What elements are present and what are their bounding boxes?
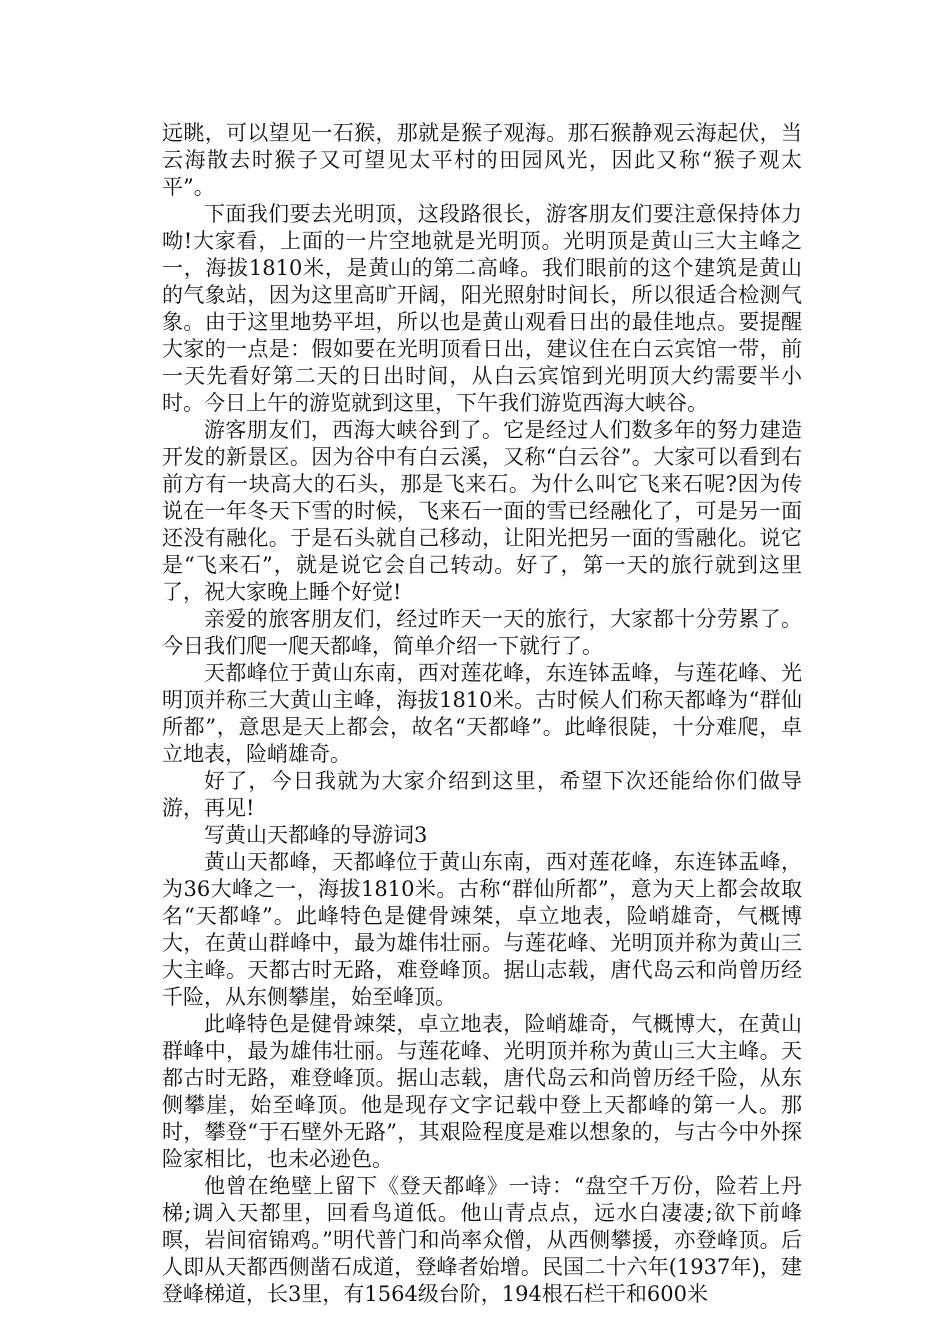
paragraph-tiandu-features: 此峰特色是健骨竦桀，卓立地表，险峭雄奇，气概博大，在黄山群峰中，最为雄伟壮丽。与莲花峰、光明顶并称为黄山三大主峰。天都古时无路，难登峰顶。据山志载，唐代岛云和尚曾历经千险，从东侧攀崖，始至峰顶。他是现存文字记载中登上天都峰的第一人。那时，攀登“于石壁外无路”，其艰险程度是难以想象的，与古今中外探险家相比，也未必逊色。 (162, 1012, 802, 1171)
paragraph-farewell: 好了，今日我就为大家介绍到这里，希望下次还能给你们做导游，再见! (162, 769, 802, 820)
section-heading: 写黄山天都峰的导游词3 (204, 823, 428, 847)
paragraph-tiandu-peak-intro: 天都峰位于黄山东南，西对莲花峰，东连钵盂峰，与莲花峰、光明顶并称三大黄山主峰，海拔1810米。古时候人们称天都峰为“群仙所都”，意思是天上都会，故名“天都峰”。此峰很陡，十分难爬，卓立地表，险峭雄奇。 (162, 661, 802, 766)
paragraph-guangming-peak: 下面我们要去光明顶，这段路很长，游客朋友们要注意保持体力呦!大家看，上面的一片空地就是光明顶。光明顶是黄山三大主峰之一，海拔1810米，是黄山的第二高峰。我们眼前的这个建筑是黄山的气象站，因为这里高旷开阔，阳光照射时间长，所以很适合检测气象。由于这里地势平坦，所以也是黄山观看日出的最佳地点。要提醒大家的一点是：假如要在光明顶看日出，建议住在白云宾馆一带，前一天先看好第二天的日出时间，从白云宾馆到光明顶大约需要半小时。今日上午的游览就到这里，下午我们游览西海大峡谷。 (162, 202, 802, 415)
paragraph-tiandu-poem: 他曾在绝壁上留下《登天都峰》一诗：“盘空千万份，险若上丹梯;调入天都里，回看鸟道低。他山青点点，远水白凄凄;欲下前峰暝，岩间宿锦鸡。”明代普门和尚率众僧，从西侧攀援，亦登峰顶。后人即从天都西侧凿石成道，登峰者始增。民国二十六年(1937年)，建登峰梯道，长3里，有1564级台阶，194根石栏干和600米 (162, 1174, 802, 1306)
paragraph-day-two-intro: 亲爱的旅客朋友们，经过昨天一天的旅行，大家都十分劳累了。今日我们爬一爬天都峰，简单介绍一下就行了。 (162, 607, 802, 658)
document-body (162, 120, 802, 1308)
paragraph-monkey-viewing-sea: 远眺，可以望见一石猴，那就是猴子观海。那石猴静观云海起伏，当云海散去时猴子又可望见太平村的田园风光，因此又称“猴子观太平”。 (162, 121, 802, 199)
paragraph-tiandu-overview: 黄山天都峰，天都峰位于黄山东南，西对莲花峰，东连钵盂峰，为36大峰之一，海拔1810米。古称“群仙所都”，意为天上都会故取名“天都峰”。此峰特色是健骨竦桀，卓立地表，险峭雄奇，气概博大，在黄山群峰中，最为雄伟壮丽。与莲花峰、光明顶并称为黄山三大主峰。天都古时无路，难登峰顶。据山志载，唐代岛云和尚曾历经千险，从东侧攀崖，始至峰顶。 (162, 850, 802, 1009)
paragraph-west-sea-canyon: 游客朋友们，西海大峡谷到了。它是经过人们数多年的努力建造开发的新景区。因为谷中有白云溪，又称“白云谷”。大家可以看到右前方有一块高大的石头，那是飞来石。为什么叫它飞来石呢?因为传说在一年冬天下雪的时候，飞来石一面的雪已经融化了，可是另一面还没有融化。于是石头就自己移动，让阳光把另一面的雪融化。说它是“飞来石”，就是说它会自己转动。好了，第一天的旅行就到这里了，祝大家晚上睡个好觉! (162, 418, 802, 604)
